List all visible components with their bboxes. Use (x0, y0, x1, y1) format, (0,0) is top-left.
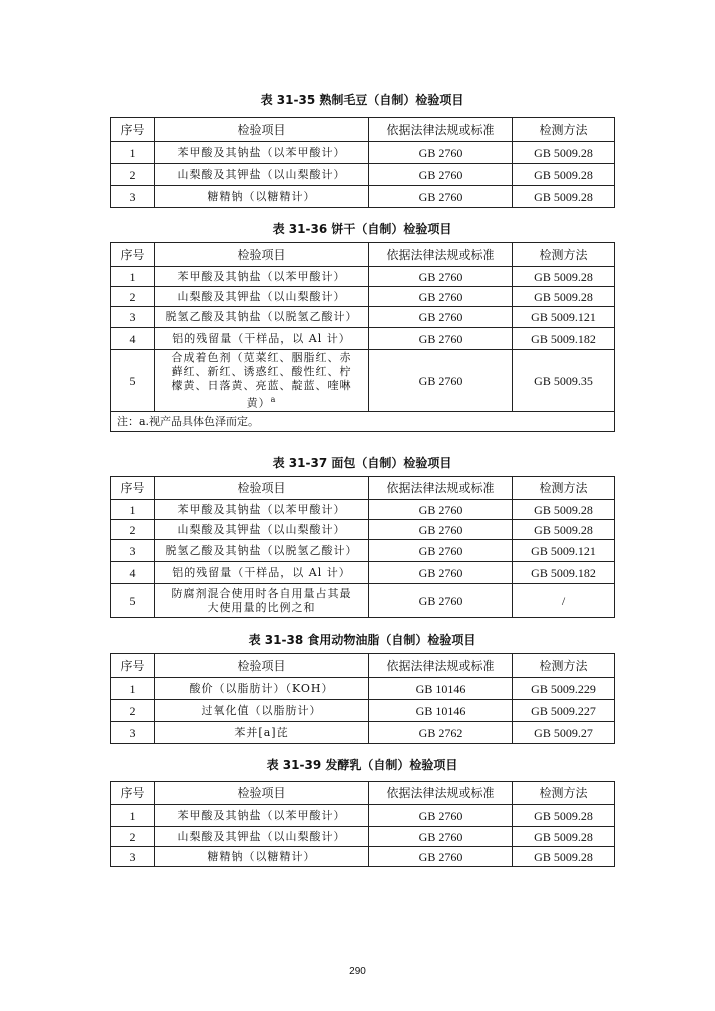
cell-method: GB 5009.28 (513, 287, 615, 307)
cell-method: GB 5009.28 (513, 500, 615, 520)
cell-item (155, 500, 369, 520)
table-caption: 表 31-37 面包（自制）检验项目 (272, 456, 452, 470)
table-note-row (111, 412, 615, 432)
cell-basis: GB 2760 (369, 827, 513, 847)
table-header-row (111, 782, 615, 805)
table-row (111, 186, 615, 208)
table-grid (110, 781, 615, 867)
cell-seq: 3 (111, 540, 155, 562)
inspection-table (110, 653, 614, 744)
cell-item (155, 520, 369, 540)
table-grid (110, 117, 615, 208)
cell-item-text: 山梨酸及其钾盐（以山梨酸计） (177, 829, 346, 843)
cell-basis: GB 2760 (369, 520, 513, 540)
cell-item-text: 苯甲酸及其钠盐（以苯甲酸计） (177, 145, 346, 159)
cell-seq: 4 (111, 562, 155, 584)
cell-seq: 2 (111, 700, 155, 722)
header-method: 检测方法 (513, 243, 615, 267)
cell-seq: 3 (111, 307, 155, 328)
header-item: 检验项目 (155, 118, 369, 142)
cell-seq: 5 (111, 584, 155, 618)
cell-method: GB 5009.35 (513, 350, 615, 412)
cell-basis: GB 2760 (369, 847, 513, 867)
cell-method: / (513, 584, 615, 618)
header-basis: 依据法律法规或标准 (369, 782, 513, 805)
cell-basis: GB 2760 (369, 307, 513, 328)
cell-item (155, 562, 369, 584)
cell-method: GB 5009.121 (513, 307, 615, 328)
cell-item (155, 350, 369, 412)
cell-basis: GB 2760 (369, 562, 513, 584)
table-row (111, 267, 615, 287)
table-row (111, 520, 615, 540)
cell-method: GB 5009.28 (513, 186, 615, 208)
cell-item-text: 脱氢乙酸及其钠盐（以脱氢乙酸计） (165, 310, 358, 323)
header-item: 检验项目 (155, 477, 369, 500)
cell-item-text: 防腐剂混合使用时各自用量占其最大使用量的比例之和 (171, 586, 352, 614)
cell-basis: GB 10146 (369, 678, 513, 700)
cell-method: GB 5009.229 (513, 678, 615, 700)
cell-seq: 3 (111, 722, 155, 744)
table-caption: 表 31-36 饼干（自制）检验项目 (272, 222, 452, 236)
cell-basis: GB 2760 (369, 287, 513, 307)
header-method: 检测方法 (513, 477, 615, 500)
cell-seq: 2 (111, 827, 155, 847)
cell-method: GB 5009.28 (513, 142, 615, 164)
table-row (111, 500, 615, 520)
cell-method: GB 5009.182 (513, 328, 615, 350)
table-caption: 表 31-35 熟制毛豆（自制）检验项目 (260, 93, 464, 107)
header-item: 检验项目 (155, 654, 369, 678)
cell-item (155, 186, 369, 208)
header-item: 检验项目 (155, 243, 369, 267)
table-grid (110, 653, 615, 744)
header-basis: 依据法律法规或标准 (369, 654, 513, 678)
header-method: 检测方法 (513, 782, 615, 805)
footnote-marker: a (270, 394, 277, 404)
table-row (111, 540, 615, 562)
table-note: 注：a.视产品具体色泽而定。 (111, 412, 615, 432)
cell-method: GB 5009.28 (513, 267, 615, 287)
header-seq: 序号 (111, 782, 155, 805)
cell-item (155, 678, 369, 700)
table-row (111, 805, 615, 827)
header-seq: 序号 (111, 654, 155, 678)
cell-seq: 2 (111, 520, 155, 540)
cell-method: GB 5009.121 (513, 540, 615, 562)
table-row (111, 562, 615, 584)
cell-basis: GB 2760 (369, 267, 513, 287)
cell-item-text: 糖精钠（以糖精计） (207, 849, 316, 863)
cell-item (155, 164, 369, 186)
table-header-row (111, 243, 615, 267)
cell-item-text: 苯甲酸及其钠盐（以苯甲酸计） (177, 269, 346, 283)
header-basis: 依据法律法规或标准 (369, 243, 513, 267)
cell-method: GB 5009.27 (513, 722, 615, 744)
cell-item (155, 307, 369, 328)
table-row (111, 164, 615, 186)
table-row (111, 722, 615, 744)
table-row (111, 142, 615, 164)
inspection-table (110, 117, 614, 208)
cell-item-text: 铝的残留量（干样品，以 Al 计） (172, 565, 351, 579)
cell-seq: 1 (111, 142, 155, 164)
header-basis: 依据法律法规或标准 (369, 118, 513, 142)
inspection-table (110, 242, 614, 432)
cell-method: GB 5009.182 (513, 562, 615, 584)
cell-item-text: 酸价（以脂肪计）（KOH） (189, 681, 334, 695)
cell-item (155, 827, 369, 847)
cell-item (155, 847, 369, 867)
cell-basis: GB 2760 (369, 500, 513, 520)
cell-item-text: 苯甲酸及其钠盐（以苯甲酸计） (177, 808, 346, 822)
cell-basis: GB 10146 (369, 700, 513, 722)
table-row (111, 584, 615, 618)
table-row (111, 350, 615, 412)
cell-item-text: 山梨酸及其钾盐（以山梨酸计） (177, 522, 346, 536)
cell-item-text: 过氧化值（以脂肪计） (201, 703, 322, 717)
header-method: 检测方法 (513, 118, 615, 142)
header-basis: 依据法律法规或标准 (369, 477, 513, 500)
cell-basis: GB 2760 (369, 805, 513, 827)
table-row (111, 287, 615, 307)
table-caption: 表 31-39 发酵乳（自制）检验项目 (266, 758, 458, 772)
cell-seq: 1 (111, 678, 155, 700)
cell-item-text: 合成着色剂（苋菜红、胭脂红、赤藓红、新红、诱惑红、酸性红、柠檬黄、日落黄、亮蓝、靛蓝、喹啉黄） (171, 350, 352, 410)
cell-item (155, 805, 369, 827)
cell-seq: 3 (111, 847, 155, 867)
inspection-table (110, 781, 614, 867)
header-seq: 序号 (111, 243, 155, 267)
cell-method: GB 5009.28 (513, 520, 615, 540)
cell-method: GB 5009.28 (513, 805, 615, 827)
cell-item (155, 287, 369, 307)
table-row (111, 307, 615, 328)
table-row (111, 678, 615, 700)
cell-seq: 5 (111, 350, 155, 412)
cell-seq: 1 (111, 805, 155, 827)
table-grid (110, 476, 615, 618)
cell-item (155, 142, 369, 164)
cell-item-text: 糖精钠（以糖精计） (207, 189, 316, 203)
table-row (111, 700, 615, 722)
cell-item-text: 铝的残留量（干样品，以 Al 计） (172, 331, 351, 345)
table-header-row (111, 118, 615, 142)
cell-method: GB 5009.28 (513, 847, 615, 867)
cell-basis: GB 2760 (369, 328, 513, 350)
cell-basis: GB 2760 (369, 350, 513, 412)
table-grid (110, 242, 615, 432)
cell-method: GB 5009.227 (513, 700, 615, 722)
table-header-row (111, 477, 615, 500)
cell-item (155, 722, 369, 744)
cell-item (155, 700, 369, 722)
cell-basis: GB 2760 (369, 540, 513, 562)
cell-item-text: 苯甲酸及其钠盐（以苯甲酸计） (177, 502, 346, 516)
header-item: 检验项目 (155, 782, 369, 805)
cell-seq: 4 (111, 328, 155, 350)
cell-seq: 3 (111, 186, 155, 208)
table-header-row (111, 654, 615, 678)
cell-method: GB 5009.28 (513, 164, 615, 186)
cell-item-text: 脱氢乙酸及其钠盐（以脱氢乙酸计） (165, 543, 358, 557)
cell-seq: 2 (111, 287, 155, 307)
header-method: 检测方法 (513, 654, 615, 678)
cell-basis: GB 2760 (369, 584, 513, 618)
cell-basis: GB 2760 (369, 142, 513, 164)
cell-method: GB 5009.28 (513, 827, 615, 847)
header-seq: 序号 (111, 118, 155, 142)
table-caption: 表 31-38 食用动物油脂（自制）检验项目 (248, 633, 476, 647)
cell-item-text: 山梨酸及其钾盐（以山梨酸计） (177, 289, 346, 303)
cell-seq: 2 (111, 164, 155, 186)
table-row (111, 328, 615, 350)
cell-seq: 1 (111, 500, 155, 520)
cell-item-text: 山梨酸及其钾盐（以山梨酸计） (177, 167, 346, 181)
cell-item (155, 540, 369, 562)
cell-basis: GB 2760 (369, 164, 513, 186)
cell-basis: GB 2760 (369, 186, 513, 208)
cell-item (155, 267, 369, 287)
page-number: 290 (349, 966, 366, 977)
table-row (111, 827, 615, 847)
cell-item (155, 328, 369, 350)
inspection-table (110, 476, 614, 618)
header-seq: 序号 (111, 477, 155, 500)
cell-item-text: 苯并[a]芘 (234, 725, 289, 739)
cell-basis: GB 2762 (369, 722, 513, 744)
table-row (111, 847, 615, 867)
cell-item (155, 584, 369, 618)
cell-seq: 1 (111, 267, 155, 287)
